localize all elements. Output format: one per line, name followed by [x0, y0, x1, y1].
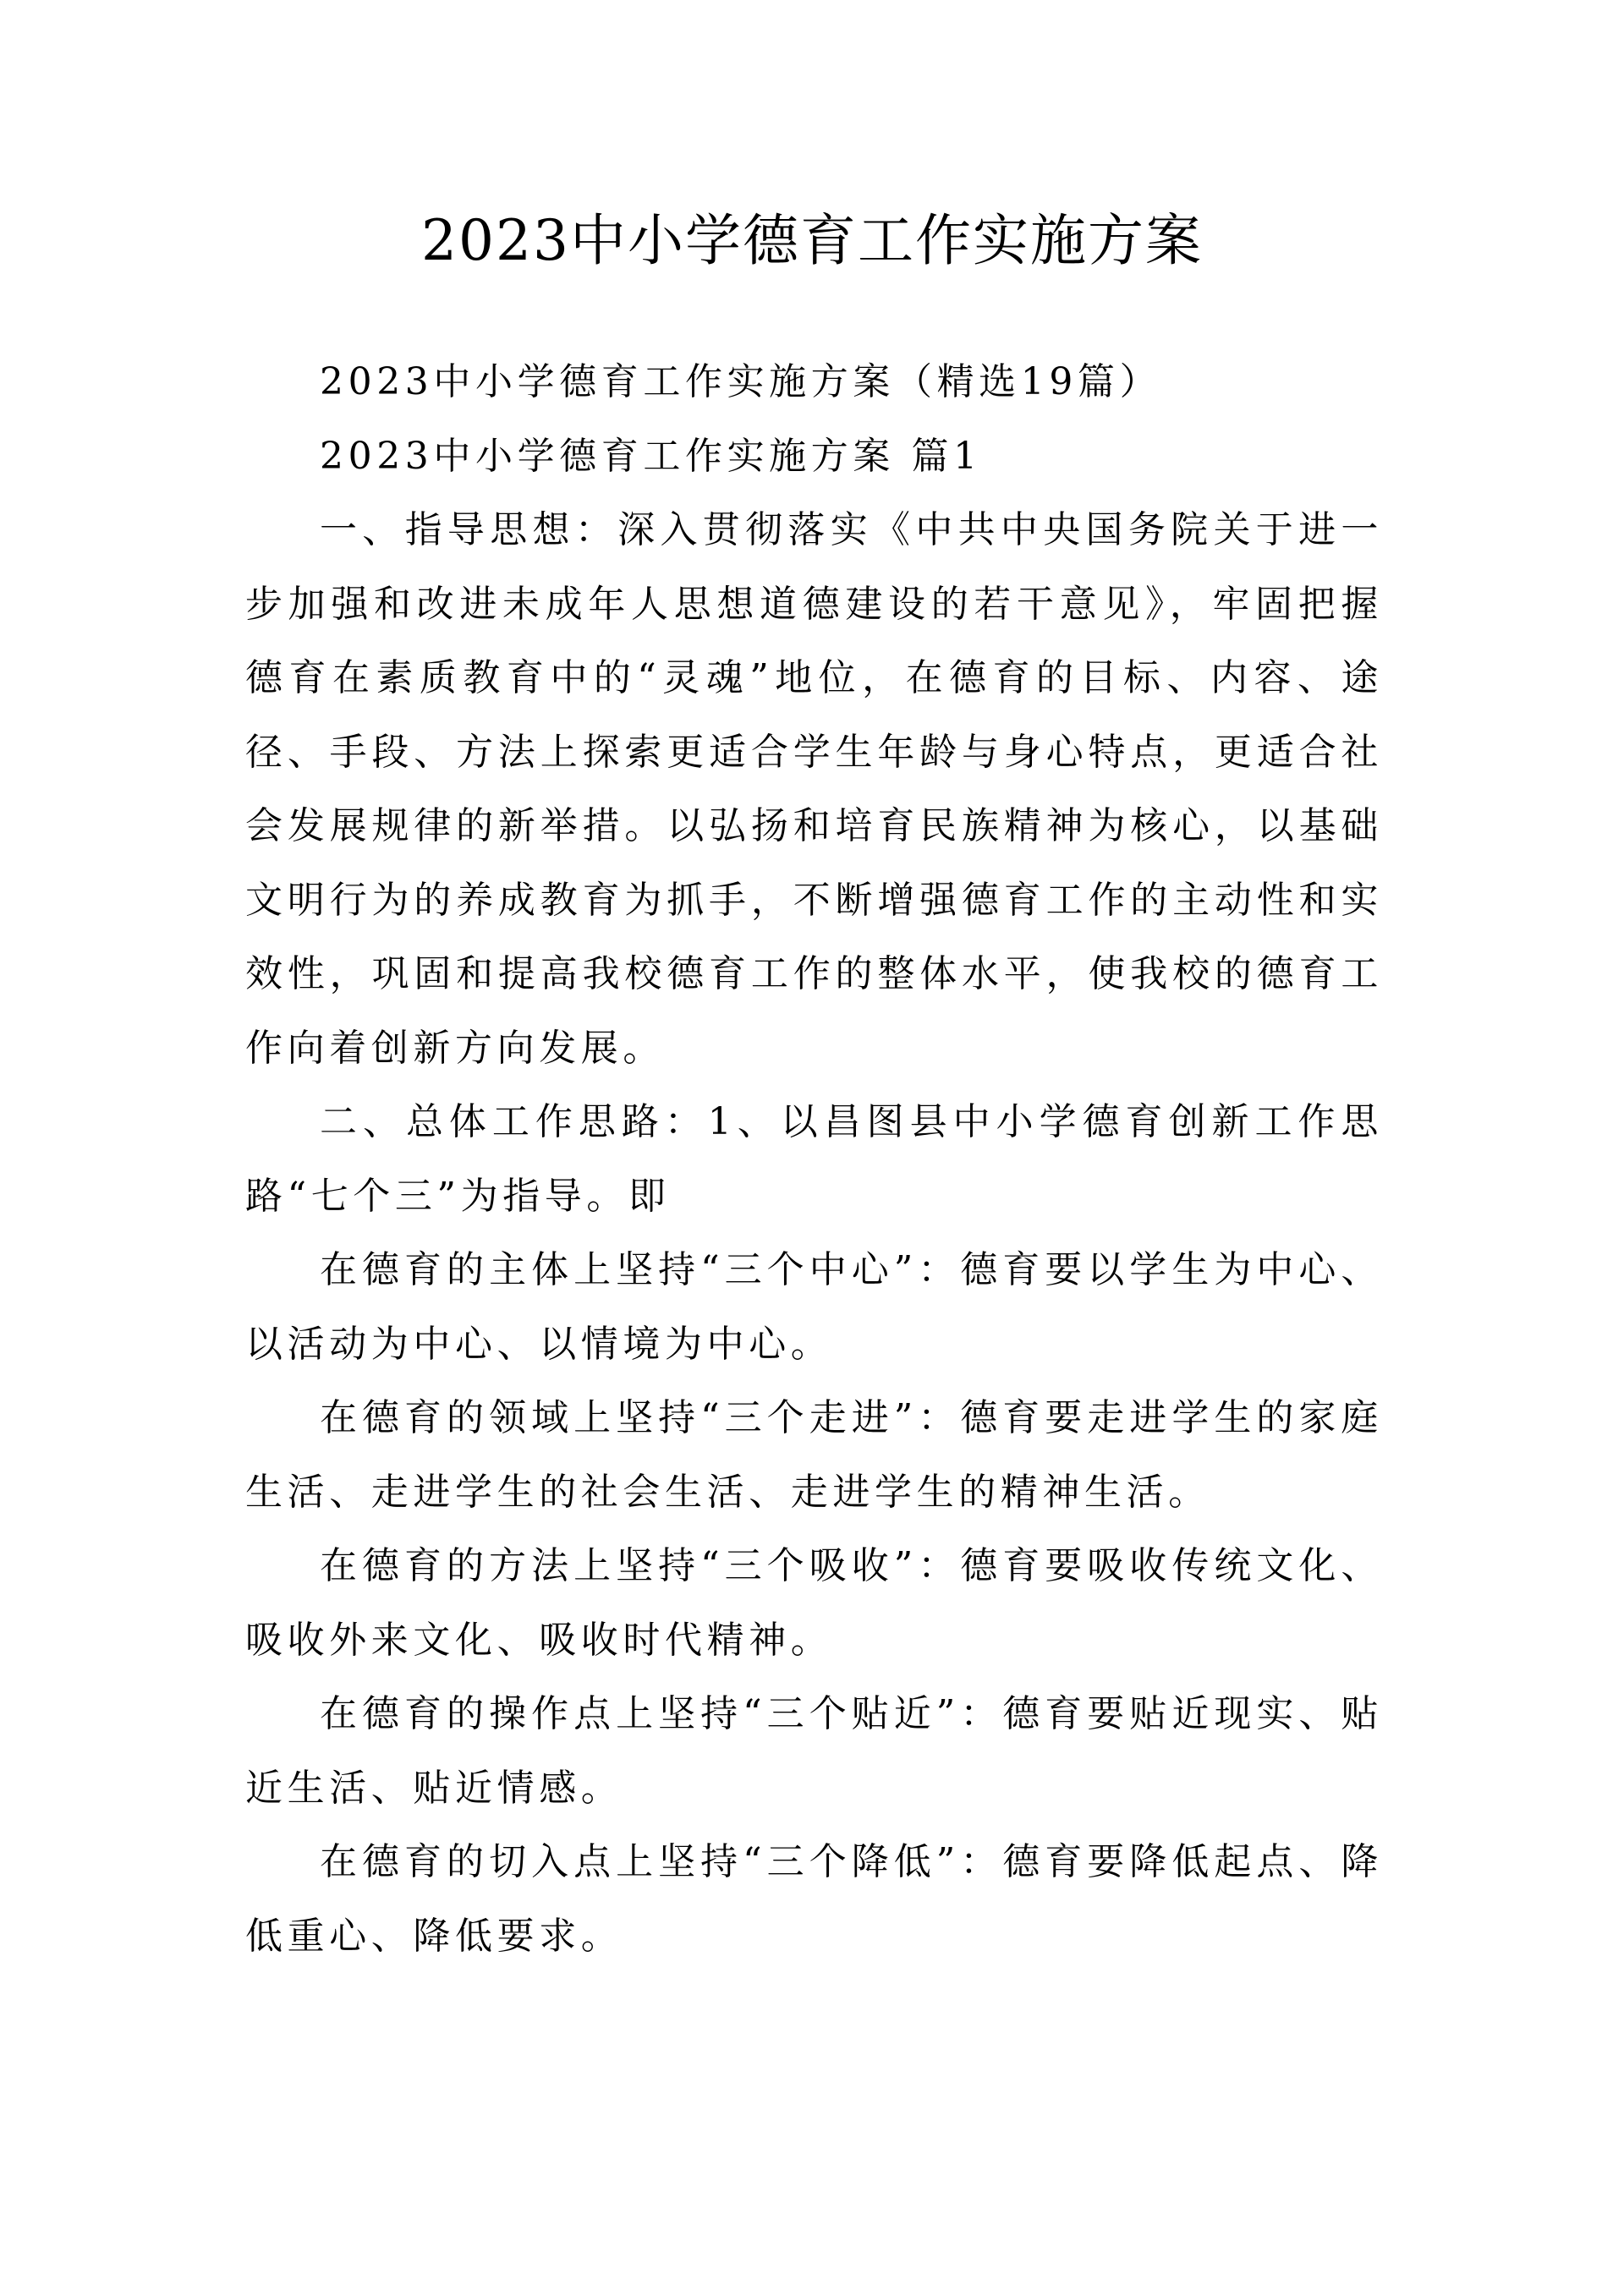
paragraph-section-heading: 2023中小学德育工作实施方案 篇1	[320, 434, 982, 478]
paragraph-three-reductions: 在德育的切入点上坚持“三个降低”：德育要降低起点、降低重心、降低要求。	[245, 1840, 1383, 1958]
paragraph-three-absorptions: 在德育的方法上坚持“三个吸收”：德育要吸收传统文化、吸收外来文化、吸收时代精神。	[245, 1544, 1383, 1662]
document-title: 2023中小学德育工作实施方案	[421, 208, 1203, 273]
paragraph-overall-approach: 二、总体工作思路：1、以昌图县中小学德育创新工作思路“七个三”为指导。即	[245, 1100, 1383, 1218]
paragraph-guiding-ideology: 一、指导思想：深入贯彻落实《中共中央国务院关于进一步加强和改进未成年人思想道德建设的若干意见》，牢固把握德育在素质教育中的“灵魂”地位，在德育的目标、内容、途径、手段、方法上探索更适合学生年龄与身心特点，更适合社会发展规律的新举措。以弘扬和培育民族精神为核心，以基础文明行为的养成教育为抓手，不断增强德育工作的主动性和实效性，巩固和提高我校德育工作的整体水平，使我校的德育工作向着创新方向发展。	[245, 508, 1383, 1070]
document-body	[245, 345, 1383, 1973]
paragraph-three-closeness: 在德育的操作点上坚持“三个贴近”：德育要贴近现实、贴近生活、贴近情感。	[245, 1692, 1383, 1810]
paragraph-three-entries: 在德育的领域上坚持“三个走进”：德育要走进学生的家庭生活、走进学生的社会生活、走进学生的精神生活。	[245, 1396, 1383, 1514]
paragraph-three-centers: 在德育的主体上坚持“三个中心”：德育要以学生为中心、以活动为中心、以情境为中心。	[245, 1248, 1383, 1366]
paragraph-subtitle: 2023中小学德育工作实施方案（精选19篇）	[320, 360, 1162, 403]
